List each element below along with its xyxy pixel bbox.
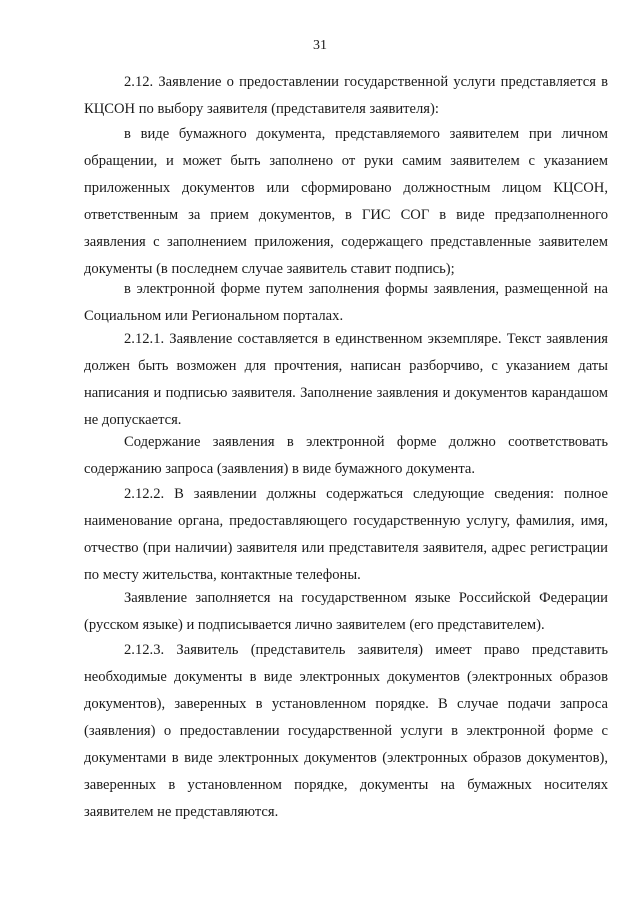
paragraph-electronic-form: в электронной форме путем заполнения формы заявления, размещенной на Социальном или Региональном порталах. — [84, 281, 608, 324]
paragraph-2-12-2: 2.12.2. В заявлении должны содержаться следующие сведения: полное наименование органа, предоставляющего государственную услугу, фамилия, имя, отчество (при наличии) заявителя или представителя заявителя, адрес регистрации по месту жительства, контактные телефоны. — [84, 486, 608, 583]
paragraph-2-12: 2.12. Заявление о предоставлении государственной услуги представляется в КЦСОН по выбору заявителя (представителя заявителя): — [84, 74, 608, 117]
paragraph-electronic-content: Содержание заявления в электронной форме должно соответствовать содержанию запроса (заявления) в виде бумажного документа. — [84, 434, 608, 477]
paragraph-2-12-1: 2.12.1. Заявление составляется в единственном экземпляре. Текст заявления должен быть возможен для прочтения, написан разборчиво, с указанием даты написания и подписью заявителя. Заполнение заявления и документов карандашом не допускается. — [84, 331, 608, 428]
paragraph-2-12-3: 2.12.3. Заявитель (представитель заявителя) имеет право представить необходимые документы в виде электронных документов (электронных образов документов), заверенных в установленном порядке. В случае подачи запроса (заявления) о предоставлении государственной услуги в электронной форме с документами в виде электронных документов (электронных образов документов), заверенных в установленном порядке, документы на бумажных носителях заявителем не представляются. — [84, 642, 608, 820]
page-number: 31 — [313, 38, 327, 53]
paragraph-language: Заявление заполняется на государственном языке Российской Федерации (русском языке) и подписывается лично заявителем (его представителем). — [84, 590, 608, 633]
paragraph-paper-form: в виде бумажного документа, представляемого заявителем при личном обращении, и может быть заполнено от руки самим заявителем с указанием приложенных документов или сформировано должностным лицом КЦСОН, ответственным за прием документов, в ГИС СОГ в виде предзаполненного заявления с заполнением приложения, содержащего представленные заявителем документы (в последнем случае заявитель ставит подпись); — [84, 126, 608, 277]
